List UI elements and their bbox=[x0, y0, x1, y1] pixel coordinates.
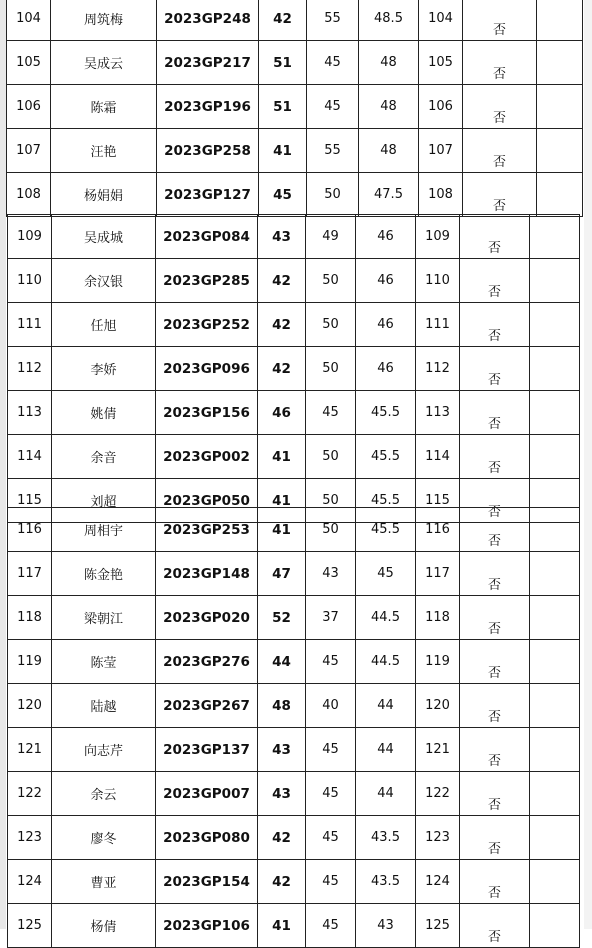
exam-code: 2023GP127 bbox=[157, 173, 259, 217]
score-2: 50 bbox=[306, 435, 356, 479]
status-flag: 否 bbox=[463, 129, 537, 173]
score-2: 45 bbox=[306, 772, 356, 816]
status-flag: 否 bbox=[460, 479, 530, 523]
student-name: 周相宇 bbox=[52, 508, 156, 552]
score-2: 43 bbox=[306, 552, 356, 596]
table-row bbox=[8, 772, 580, 816]
status-flag: 否 bbox=[460, 391, 530, 435]
student-name: 汪艳 bbox=[51, 129, 157, 173]
table-row bbox=[8, 816, 580, 860]
score-2: 45 bbox=[307, 85, 359, 129]
total-score: 46 bbox=[356, 303, 416, 347]
student-name: 杨娟娟 bbox=[51, 173, 157, 217]
score-2: 50 bbox=[306, 259, 356, 303]
total-score: 44 bbox=[356, 684, 416, 728]
row-number: 117 bbox=[8, 552, 52, 596]
rank: 125 bbox=[416, 904, 460, 948]
rank: 108 bbox=[419, 173, 463, 217]
row-number: 111 bbox=[8, 303, 52, 347]
exam-code: 2023GP096 bbox=[156, 347, 258, 391]
score-1: 41 bbox=[259, 129, 307, 173]
status-flag: 否 bbox=[460, 347, 530, 391]
total-score: 48 bbox=[359, 85, 419, 129]
score-1: 46 bbox=[258, 391, 306, 435]
exam-code: 2023GP217 bbox=[157, 41, 259, 85]
score-1: 42 bbox=[258, 860, 306, 904]
empty-cell bbox=[537, 129, 583, 173]
status-flag: 否 bbox=[460, 772, 530, 816]
status-flag: 否 bbox=[460, 860, 530, 904]
score-2: 49 bbox=[306, 215, 356, 259]
status-flag: 否 bbox=[463, 173, 537, 217]
empty-cell bbox=[537, 0, 583, 41]
total-score: 44.5 bbox=[356, 640, 416, 684]
exam-code: 2023GP285 bbox=[156, 259, 258, 303]
score-2: 45 bbox=[306, 904, 356, 948]
score-1: 51 bbox=[259, 41, 307, 85]
score-1: 48 bbox=[258, 684, 306, 728]
total-score: 45.5 bbox=[356, 435, 416, 479]
student-name: 李娇 bbox=[52, 347, 156, 391]
total-score: 43.5 bbox=[356, 860, 416, 904]
exam-code: 2023GP156 bbox=[156, 391, 258, 435]
score-1: 42 bbox=[258, 259, 306, 303]
row-number: 112 bbox=[8, 347, 52, 391]
score-1: 52 bbox=[258, 596, 306, 640]
total-score: 44 bbox=[356, 772, 416, 816]
rank: 115 bbox=[416, 479, 460, 523]
score-1: 41 bbox=[258, 508, 306, 552]
rank: 109 bbox=[416, 215, 460, 259]
status-flag: 否 bbox=[460, 303, 530, 347]
empty-cell bbox=[537, 85, 583, 129]
table-row bbox=[7, 129, 583, 173]
rank: 107 bbox=[419, 129, 463, 173]
empty-cell bbox=[530, 772, 580, 816]
row-number: 120 bbox=[8, 684, 52, 728]
exam-code: 2023GP080 bbox=[156, 816, 258, 860]
rank: 114 bbox=[416, 435, 460, 479]
exam-code: 2023GP106 bbox=[156, 904, 258, 948]
status-flag: 否 bbox=[460, 508, 530, 552]
row-number: 116 bbox=[8, 508, 52, 552]
student-name: 曹亚 bbox=[52, 860, 156, 904]
total-score: 48 bbox=[359, 129, 419, 173]
row-number: 104 bbox=[7, 0, 51, 41]
score-2: 45 bbox=[306, 860, 356, 904]
exam-code: 2023GP002 bbox=[156, 435, 258, 479]
total-score: 46 bbox=[356, 215, 416, 259]
row-number: 125 bbox=[8, 904, 52, 948]
score-2: 50 bbox=[306, 347, 356, 391]
row-number: 110 bbox=[8, 259, 52, 303]
rank: 104 bbox=[419, 0, 463, 41]
student-name: 陈莹 bbox=[52, 640, 156, 684]
empty-cell bbox=[530, 215, 580, 259]
score-2: 45 bbox=[306, 728, 356, 772]
rank: 111 bbox=[416, 303, 460, 347]
table-block-1 bbox=[6, 0, 583, 217]
exam-code: 2023GP276 bbox=[156, 640, 258, 684]
row-number: 119 bbox=[8, 640, 52, 684]
score-1: 43 bbox=[258, 772, 306, 816]
total-score: 46 bbox=[356, 259, 416, 303]
table-block-2 bbox=[7, 214, 580, 523]
rank: 116 bbox=[416, 508, 460, 552]
student-name: 陆越 bbox=[52, 684, 156, 728]
status-flag: 否 bbox=[460, 215, 530, 259]
status-flag: 否 bbox=[460, 596, 530, 640]
score-1: 47 bbox=[258, 552, 306, 596]
row-number: 107 bbox=[7, 129, 51, 173]
table-row bbox=[8, 684, 580, 728]
table-block-3 bbox=[7, 507, 580, 948]
exam-code: 2023GP196 bbox=[157, 85, 259, 129]
score-2: 40 bbox=[306, 684, 356, 728]
row-number: 123 bbox=[8, 816, 52, 860]
exam-code: 2023GP148 bbox=[156, 552, 258, 596]
student-name: 梁朝江 bbox=[52, 596, 156, 640]
status-flag: 否 bbox=[463, 85, 537, 129]
score-2: 50 bbox=[306, 303, 356, 347]
status-flag: 否 bbox=[463, 0, 537, 41]
exam-code: 2023GP258 bbox=[157, 129, 259, 173]
empty-cell bbox=[530, 684, 580, 728]
score-1: 42 bbox=[259, 0, 307, 41]
total-score: 46 bbox=[356, 347, 416, 391]
empty-cell bbox=[530, 508, 580, 552]
empty-cell bbox=[530, 640, 580, 684]
table-row bbox=[8, 552, 580, 596]
empty-cell bbox=[530, 435, 580, 479]
total-score: 48.5 bbox=[359, 0, 419, 41]
student-name: 廖冬 bbox=[52, 816, 156, 860]
table-row bbox=[8, 596, 580, 640]
page-right-edge bbox=[584, 0, 592, 929]
score-2: 45 bbox=[306, 640, 356, 684]
exam-code: 2023GP007 bbox=[156, 772, 258, 816]
score-1: 42 bbox=[258, 303, 306, 347]
status-flag: 否 bbox=[460, 552, 530, 596]
row-number: 122 bbox=[8, 772, 52, 816]
exam-code: 2023GP252 bbox=[156, 303, 258, 347]
table-row bbox=[8, 391, 580, 435]
status-flag: 否 bbox=[463, 41, 537, 85]
empty-cell bbox=[537, 41, 583, 85]
status-flag: 否 bbox=[460, 640, 530, 684]
table-row bbox=[8, 728, 580, 772]
row-number: 118 bbox=[8, 596, 52, 640]
score-1: 41 bbox=[258, 479, 306, 523]
score-1: 42 bbox=[258, 816, 306, 860]
table-row bbox=[7, 41, 583, 85]
score-2: 37 bbox=[306, 596, 356, 640]
table-row bbox=[8, 860, 580, 904]
student-name: 余音 bbox=[52, 435, 156, 479]
score-1: 43 bbox=[258, 215, 306, 259]
rank: 110 bbox=[416, 259, 460, 303]
total-score: 44.5 bbox=[356, 596, 416, 640]
rank: 123 bbox=[416, 816, 460, 860]
empty-cell bbox=[530, 552, 580, 596]
row-number: 109 bbox=[8, 215, 52, 259]
exam-code: 2023GP248 bbox=[157, 0, 259, 41]
exam-code: 2023GP050 bbox=[156, 479, 258, 523]
exam-code: 2023GP154 bbox=[156, 860, 258, 904]
student-name: 刘超 bbox=[52, 479, 156, 523]
student-name: 陈霜 bbox=[51, 85, 157, 129]
score-2: 45 bbox=[307, 41, 359, 85]
empty-cell bbox=[530, 728, 580, 772]
empty-cell bbox=[530, 303, 580, 347]
rank: 122 bbox=[416, 772, 460, 816]
score-2: 50 bbox=[306, 508, 356, 552]
empty-cell bbox=[530, 904, 580, 948]
rank: 105 bbox=[419, 41, 463, 85]
score-2: 55 bbox=[307, 129, 359, 173]
total-score: 45.5 bbox=[356, 508, 416, 552]
empty-cell bbox=[530, 347, 580, 391]
score-1: 41 bbox=[258, 904, 306, 948]
student-name: 周筑梅 bbox=[51, 0, 157, 41]
exam-code: 2023GP253 bbox=[156, 508, 258, 552]
rank: 118 bbox=[416, 596, 460, 640]
empty-cell bbox=[530, 860, 580, 904]
status-flag: 否 bbox=[460, 904, 530, 948]
score-2: 45 bbox=[306, 391, 356, 435]
student-name: 余云 bbox=[52, 772, 156, 816]
row-number: 105 bbox=[7, 41, 51, 85]
table-row bbox=[8, 215, 580, 259]
table-row bbox=[7, 0, 583, 41]
score-2: 50 bbox=[307, 173, 359, 217]
total-score: 45 bbox=[356, 552, 416, 596]
student-name: 余汉银 bbox=[52, 259, 156, 303]
table-row bbox=[8, 904, 580, 948]
status-flag: 否 bbox=[460, 816, 530, 860]
score-1: 41 bbox=[258, 435, 306, 479]
student-name: 向志芹 bbox=[52, 728, 156, 772]
row-number: 121 bbox=[8, 728, 52, 772]
row-number: 106 bbox=[7, 85, 51, 129]
status-flag: 否 bbox=[460, 684, 530, 728]
table-row bbox=[8, 303, 580, 347]
table-row bbox=[8, 435, 580, 479]
rank: 124 bbox=[416, 860, 460, 904]
row-number: 115 bbox=[8, 479, 52, 523]
rank: 106 bbox=[419, 85, 463, 129]
empty-cell bbox=[530, 596, 580, 640]
total-score: 48 bbox=[359, 41, 419, 85]
table-row bbox=[8, 508, 580, 552]
score-1: 45 bbox=[259, 173, 307, 217]
rank: 113 bbox=[416, 391, 460, 435]
student-name: 陈金艳 bbox=[52, 552, 156, 596]
total-score: 45.5 bbox=[356, 479, 416, 523]
table-row bbox=[8, 640, 580, 684]
empty-cell bbox=[530, 259, 580, 303]
total-score: 47.5 bbox=[359, 173, 419, 217]
empty-cell bbox=[537, 173, 583, 217]
exam-code: 2023GP267 bbox=[156, 684, 258, 728]
total-score: 43.5 bbox=[356, 816, 416, 860]
rank: 112 bbox=[416, 347, 460, 391]
rank: 117 bbox=[416, 552, 460, 596]
score-1: 43 bbox=[258, 728, 306, 772]
score-2: 55 bbox=[307, 0, 359, 41]
row-number: 113 bbox=[8, 391, 52, 435]
table-row bbox=[8, 259, 580, 303]
table-row bbox=[7, 173, 583, 217]
score-2: 45 bbox=[306, 816, 356, 860]
row-number: 124 bbox=[8, 860, 52, 904]
empty-cell bbox=[530, 816, 580, 860]
student-name: 姚倩 bbox=[52, 391, 156, 435]
empty-cell bbox=[530, 391, 580, 435]
status-flag: 否 bbox=[460, 435, 530, 479]
student-name: 吴成城 bbox=[52, 215, 156, 259]
rank: 121 bbox=[416, 728, 460, 772]
score-1: 42 bbox=[258, 347, 306, 391]
row-number: 114 bbox=[8, 435, 52, 479]
status-flag: 否 bbox=[460, 728, 530, 772]
table-row bbox=[8, 347, 580, 391]
rank: 119 bbox=[416, 640, 460, 684]
exam-code: 2023GP020 bbox=[156, 596, 258, 640]
student-name: 杨倩 bbox=[52, 904, 156, 948]
total-score: 45.5 bbox=[356, 391, 416, 435]
rank: 120 bbox=[416, 684, 460, 728]
exam-code: 2023GP084 bbox=[156, 215, 258, 259]
total-score: 44 bbox=[356, 728, 416, 772]
status-flag: 否 bbox=[460, 259, 530, 303]
student-name: 任旭 bbox=[52, 303, 156, 347]
score-1: 44 bbox=[258, 640, 306, 684]
table-row bbox=[7, 85, 583, 129]
student-name: 吴成云 bbox=[51, 41, 157, 85]
total-score: 43 bbox=[356, 904, 416, 948]
score-1: 51 bbox=[259, 85, 307, 129]
row-number: 108 bbox=[7, 173, 51, 217]
exam-code: 2023GP137 bbox=[156, 728, 258, 772]
score-2: 50 bbox=[306, 479, 356, 523]
